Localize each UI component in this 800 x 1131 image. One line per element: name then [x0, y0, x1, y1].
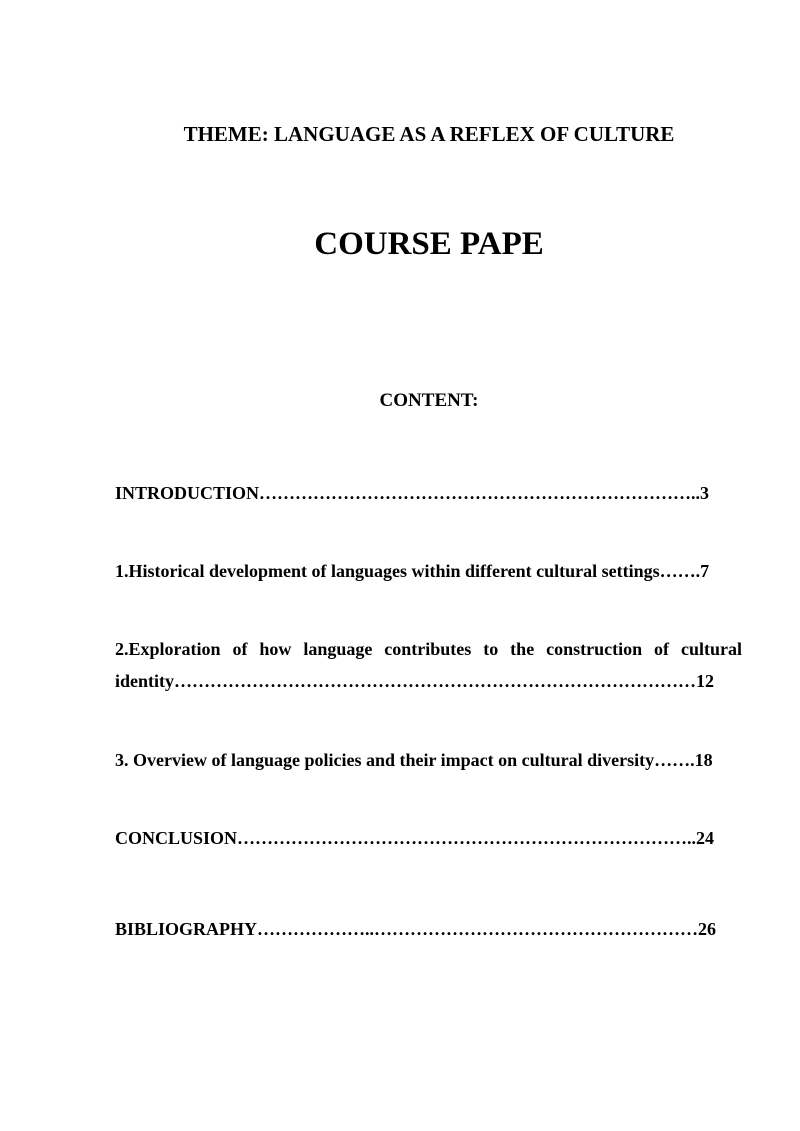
toc-entry-conclusion: CONCLUSION…………………………………………………………………..24 — [115, 828, 715, 848]
content-heading: CONTENT: — [379, 390, 479, 411]
toc-entry-3: 3. Overview of language policies and their impact on cultural diversity…….18 — [115, 750, 713, 770]
toc-entry-1: 1.Historical development of languages within different cultural settings…….7 — [115, 561, 710, 581]
toc-entry-2 — [115, 633, 742, 697]
toc-entry-2-line-2: identity……………………………………………………………………………12 — [115, 671, 715, 691]
page-title: COURSE PAPE — [314, 226, 544, 262]
toc-entry-2-line-1: 2.Exploration of how language contributes to the construction of cultural — [115, 639, 742, 659]
toc-entry-bibliography: BIBLIOGRAPHY………………..………………………………………………26 — [115, 919, 717, 939]
toc-entry-introduction: INTRODUCTION………………………………………………………………..3 — [115, 483, 710, 503]
theme-heading: THEME: LANGUAGE AS A REFLEX OF CULTURE — [183, 122, 675, 146]
